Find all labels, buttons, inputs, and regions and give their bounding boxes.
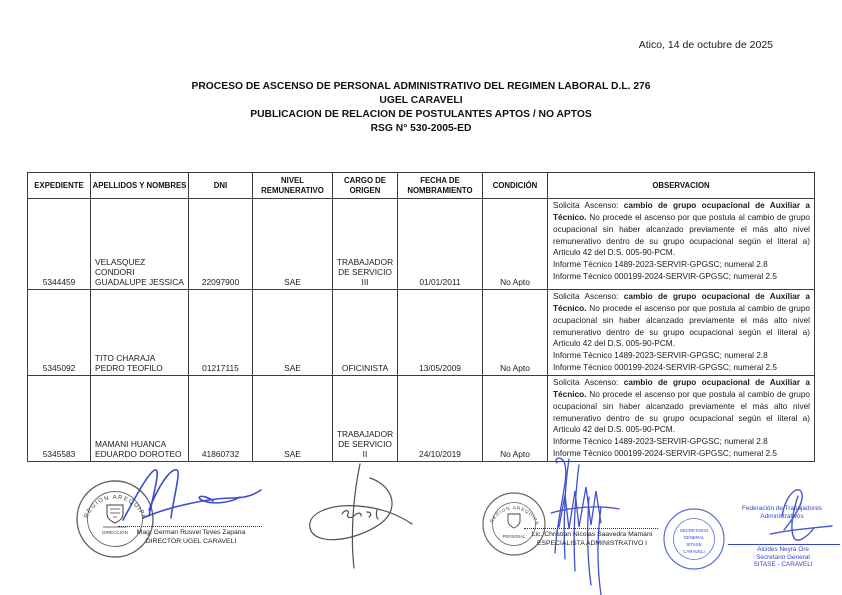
title-line-2: UGEL CARAVELI <box>379 95 463 106</box>
cell-expediente: 5345583 <box>28 376 91 462</box>
cell-fecha: 01/01/2011 <box>398 199 483 290</box>
date-line: Atico, 14 de octubre de 2025 <box>638 39 773 51</box>
cell-cargo <box>333 376 398 462</box>
obs-negrita: cambio de grupo ocupacional de Auxiliar a Técnico. <box>553 201 810 222</box>
cell-observacion <box>548 376 815 462</box>
col-header-nivel: NIVEL REMUNERATIVO <box>253 173 333 199</box>
union-org-line-2: Administrativos <box>760 512 804 520</box>
table-row <box>28 290 815 376</box>
cell-expediente: 5345092 <box>28 290 91 376</box>
union-name-label <box>722 546 842 569</box>
cell-nivel: SAE <box>253 376 333 462</box>
cargo-linea-1: TRABAJADOR <box>336 257 394 267</box>
cell-observacion <box>548 199 815 290</box>
cell-cargo <box>333 199 398 290</box>
table-row <box>28 199 815 290</box>
director-stamp-arc-text: REGION AREQUIPA <box>83 494 148 522</box>
director-name-label <box>105 528 277 546</box>
cargo-linea-1: TRABAJADOR <box>336 428 394 439</box>
director-signature-line <box>118 526 262 527</box>
especialista-name-label <box>506 530 678 548</box>
cell-fecha: 13/05/2009 <box>398 290 483 376</box>
obs-informe-1: Informe Técnico 1489-2023-SERVIR-GPGSC; numeral 2.8 <box>553 351 768 361</box>
col-header-cargo: CARGO DE ORIGEN <box>333 173 398 199</box>
obs-informe-2: Informe Técnico 000199-2024-SERVIR-GPGSC; numeral 2.5 <box>553 449 777 459</box>
cargo-linea-1: OFICINISTA <box>341 363 389 373</box>
obs-prefijo: Solicita Ascenso: <box>553 292 624 301</box>
col-header-condicion: CONDICIÓN <box>483 173 548 199</box>
obs-negrita: cambio de grupo ocupacional de Auxiliar a Técnico. <box>553 378 810 399</box>
union-stamp-line-3: SITASE <box>686 542 702 547</box>
director-stamp-center-text: DIRECCION <box>102 530 128 535</box>
cell-nombre <box>91 290 189 376</box>
cell-dni: 01217115 <box>189 290 253 376</box>
applicants-table <box>27 172 815 462</box>
union-secretary-name: Alcides Neyra Ore <box>757 546 809 553</box>
union-signature-icon <box>752 480 836 550</box>
especialista-title: ESPECIALISTA ADMINISTRATIVO I <box>536 540 648 547</box>
cell-fecha: 24/10/2019 <box>398 376 483 462</box>
nombre-linea-2: GUADALUPE JESSICA <box>95 277 184 287</box>
union-stamp-line-4: CARAVELI <box>683 549 705 554</box>
obs-informe-2: Informe Técnico 000199-2024-SERVIR-GPGSC; numeral 2.5 <box>553 363 777 373</box>
obs-prefijo: Solicita Ascenso: <box>553 378 624 387</box>
cargo-linea-2: DE SERVICIO III <box>338 267 392 287</box>
cell-condicion: No Apto <box>483 376 548 462</box>
union-secretary-title: Secretario General <box>756 553 810 561</box>
director-title: DIRECTOR UGEL CARAVELI <box>145 538 237 545</box>
union-org-line-1: Federación de Trabajadores <box>742 505 822 512</box>
cell-cargo <box>333 290 398 376</box>
cell-condicion: No Apto <box>483 199 548 290</box>
obs-informe-1: Informe Técnico 1489-2023-SERVIR-GPGSC; numeral 2.8 <box>553 260 768 270</box>
cell-nivel: SAE <box>253 290 333 376</box>
obs-resto: No procede el ascenso por que postula al cambio de grupo ocupacional sin haber alcanzado previamente el más alto nivel remunerativo dentro de su grupo ocupacional según el literal a) Articulo 42 del D.S. 005-90-PCM. <box>553 212 810 258</box>
especialista-signature-line <box>524 528 658 529</box>
especialista-stamp-arc-text: REGION AREQUIPA <box>489 505 541 526</box>
cell-nivel: SAE <box>253 199 333 290</box>
union-round-stamp-icon <box>661 506 727 572</box>
middle-signature-icon <box>300 462 418 570</box>
nombre-linea-2: PEDRO TEOFILO <box>95 363 163 373</box>
union-org-short: SITASE - CARAVELI <box>753 561 813 569</box>
cell-observacion <box>548 290 815 376</box>
obs-informe-2: Informe Técnico 000199-2024-SERVIR-GPGSC; numeral 2.5 <box>553 272 777 282</box>
col-header-fecha: FECHA DE NOMBRAMIENTO <box>398 173 483 199</box>
nombre-linea-1: MAMANI HUANCA <box>95 438 167 449</box>
nombre-linea-1: TITO CHARAJA <box>95 353 156 363</box>
table-row <box>28 376 815 462</box>
col-header-dni: DNI <box>189 173 253 199</box>
especialista-name: Lic. Christian Nicolas Saavedra Mamani <box>531 531 653 538</box>
union-stamp-line-2: GENERAL <box>683 535 705 540</box>
cell-dni: 22097900 <box>189 199 253 290</box>
obs-informe-1: Informe Técnico 1489-2023-SERVIR-GPGSC; numeral 2.8 <box>553 437 768 447</box>
nombre-linea-2: EDUARDO DOROTEO <box>95 448 182 459</box>
cell-expediente: 5344459 <box>28 199 91 290</box>
document-title-block <box>0 80 842 136</box>
union-signature-line <box>728 544 840 545</box>
cell-nombre <box>91 199 189 290</box>
nombre-linea-1: VELASQUEZ CONDORI <box>95 257 146 277</box>
cargo-linea-2: DE SERVICIO II <box>338 438 392 459</box>
especialista-signature-icon <box>527 455 637 595</box>
col-header-observacion: OBSERVACION <box>548 173 815 199</box>
obs-prefijo: Solicita Ascenso: <box>553 201 624 210</box>
col-header-apellidos: APELLIDOS Y NOMBRES <box>91 173 189 199</box>
title-line-1: PROCESO DE ASCENSO DE PERSONAL ADMINISTRATIVO DEL REGIMEN LABORAL D.L. 276 <box>191 81 651 92</box>
obs-resto: No procede el ascenso por que postula al cambio de grupo ocupacional sin haber alcanzado previamente el más alto nivel remunerativo dentro de su grupo ocupacional según el literal a) Articulo 42 del D.S. 005-90-PCM. <box>553 389 810 435</box>
cell-dni: 41860732 <box>189 376 253 462</box>
title-line-3: PUBLICACION DE RELACION DE POSTULANTES APTOS / NO APTOS <box>250 109 592 120</box>
obs-negrita: cambio de grupo ocupacional de Auxiliar a Técnico. <box>553 292 810 313</box>
cell-condicion: No Apto <box>483 290 548 376</box>
obs-resto: No procede el ascenso por que postula al cambio de grupo ocupacional sin haber alcanzado previamente el más alto nivel remunerativo dentro de su grupo ocupacional según el literal a) Articulo 42 del D.S. 005-90-PCM. <box>553 303 810 349</box>
especialista-stamp-center-text: PERSONAL <box>502 534 526 539</box>
union-stamp-line-1: SECRETARIO <box>679 528 709 533</box>
title-line-4: RSG N° 530-2005-ED <box>370 123 472 134</box>
director-name: Mag. German Rusvel Teves Zapana <box>136 529 246 536</box>
col-header-expediente: EXPEDIENTE <box>28 173 91 199</box>
table-header-row <box>28 173 815 199</box>
director-signature-icon <box>115 466 267 530</box>
cell-nombre <box>91 376 189 462</box>
